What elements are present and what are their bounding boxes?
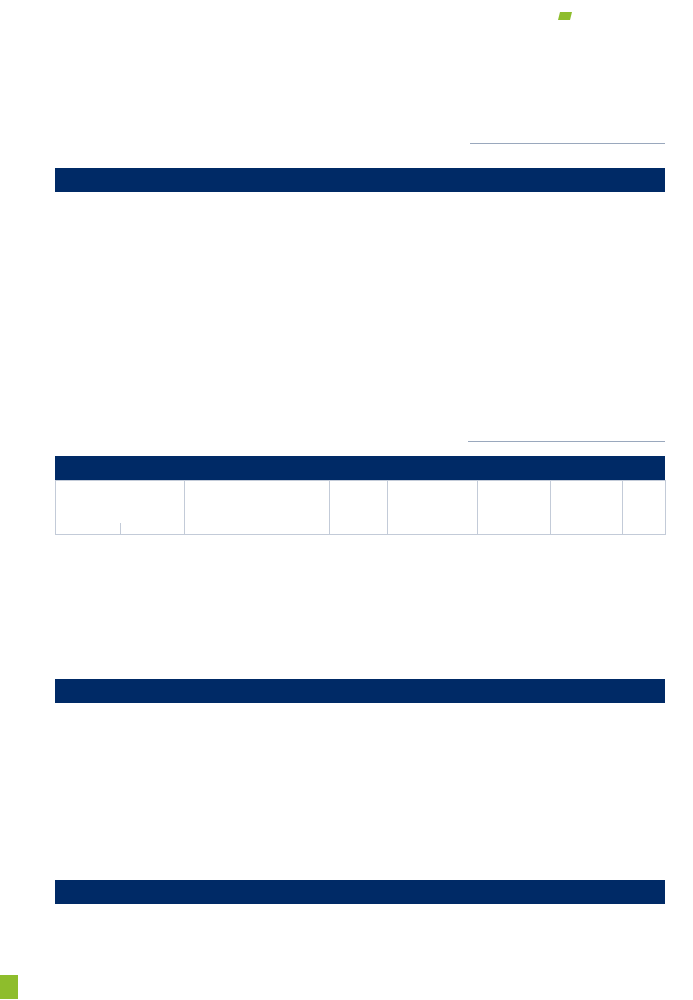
page-number — [0, 975, 18, 999]
logo-accent — [558, 12, 572, 20]
energieverbrauch-header — [55, 168, 665, 192]
primary-energy-arrow-icon — [0, 344, 693, 390]
col-von — [56, 523, 121, 535]
ista-logo — [550, 0, 670, 52]
end-energy-divider — [468, 441, 665, 442]
col-anteil-heizung — [551, 481, 623, 535]
col-energieverbrauch — [388, 481, 478, 535]
consumption-table — [55, 480, 666, 535]
registration-divider — [470, 143, 665, 144]
comparison-scale — [70, 712, 370, 752]
col-primaerenergiefaktor — [330, 481, 388, 535]
table-header-row — [56, 481, 666, 523]
col-klimafaktor — [623, 481, 666, 535]
col-energietraeger — [185, 481, 330, 535]
end-energy-arrow-icon — [0, 222, 693, 270]
col-bis — [121, 523, 185, 535]
energy-scale — [52, 268, 666, 348]
col-anteil-warmwasser — [478, 481, 551, 535]
col-zeitraum — [56, 481, 185, 523]
vergleichswerte-header — [55, 679, 665, 703]
erlaeuterungen-header — [55, 880, 665, 904]
verbrauchserfassung-header — [55, 456, 665, 480]
